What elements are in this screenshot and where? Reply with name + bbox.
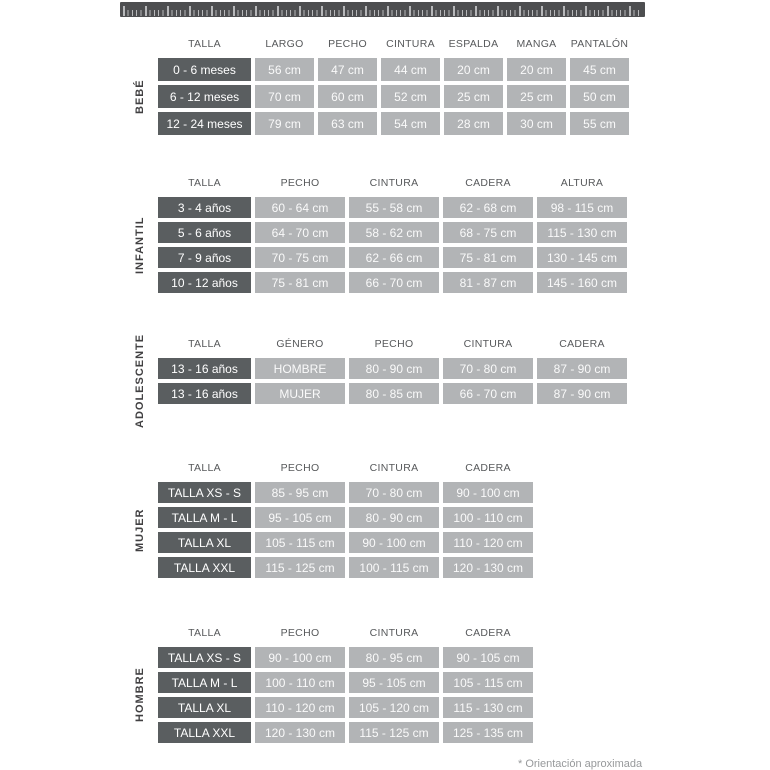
table-row xyxy=(158,482,533,503)
table-body xyxy=(158,58,629,135)
measuring-tape-ruler xyxy=(120,2,645,17)
value-cell: 87 - 90 cm xyxy=(537,383,627,404)
value-cell: 60 cm xyxy=(318,85,377,108)
value-cell: 62 - 66 cm xyxy=(349,247,439,268)
column-header: ESPALDA xyxy=(448,38,499,50)
column-header: PECHO xyxy=(280,462,320,474)
value-cell: 95 - 105 cm xyxy=(349,672,439,693)
table-body xyxy=(158,482,533,578)
column-header: PECHO xyxy=(374,338,414,350)
table-header-row xyxy=(158,177,627,189)
value-cell: 68 - 75 cm xyxy=(443,222,533,243)
table-row xyxy=(158,532,533,553)
group-label: INFANTIL xyxy=(134,216,146,274)
table-row xyxy=(158,197,627,218)
column-header: CINTURA xyxy=(386,38,435,50)
value-cell: 54 cm xyxy=(381,112,440,135)
value-cell: 120 - 130 cm xyxy=(255,722,345,743)
size-table-infantil xyxy=(134,177,627,293)
value-cell: 80 - 90 cm xyxy=(349,507,439,528)
value-cell: 62 - 68 cm xyxy=(443,197,533,218)
value-cell: 75 - 81 cm xyxy=(255,272,345,293)
column-header: TALLA xyxy=(188,462,221,474)
value-cell: 45 cm xyxy=(570,58,629,81)
value-cell: 130 - 145 cm xyxy=(537,247,627,268)
table-body xyxy=(158,197,627,293)
value-cell: 105 - 115 cm xyxy=(255,532,345,553)
size-label-cell: 13 - 16 años xyxy=(158,383,251,404)
value-cell: 80 - 90 cm xyxy=(349,358,439,379)
table-row xyxy=(158,697,533,718)
column-header: CINTURA xyxy=(369,462,419,474)
table-body xyxy=(158,647,533,743)
column-header: PANTALÓN xyxy=(570,38,629,50)
table-row xyxy=(158,272,627,293)
value-cell: 100 - 110 cm xyxy=(255,672,345,693)
value-cell: 100 - 110 cm xyxy=(443,507,533,528)
ruler-major-ticks xyxy=(123,6,642,16)
value-cell: 81 - 87 cm xyxy=(443,272,533,293)
value-cell: HOMBRE xyxy=(255,358,345,379)
table-row xyxy=(158,58,629,81)
column-header: ALTURA xyxy=(560,177,604,189)
group-label: BEBÉ xyxy=(134,79,146,114)
table-row xyxy=(158,358,627,379)
value-cell: 79 cm xyxy=(255,112,314,135)
group-label: HOMBRE xyxy=(134,667,146,723)
group-label: MUJER xyxy=(134,508,146,552)
value-cell: 70 - 80 cm xyxy=(443,358,533,379)
value-cell: 105 - 120 cm xyxy=(349,697,439,718)
size-label-cell: 12 - 24 meses xyxy=(158,112,251,135)
value-cell: 55 cm xyxy=(570,112,629,135)
column-header: CINTURA xyxy=(369,627,419,639)
value-cell: 63 cm xyxy=(318,112,377,135)
size-table-bebe xyxy=(134,38,629,135)
column-header: PECHO xyxy=(280,177,320,189)
table-row xyxy=(158,507,533,528)
size-label-cell: TALLA M - L xyxy=(158,507,251,528)
column-header: CINTURA xyxy=(463,338,513,350)
value-cell: 90 - 105 cm xyxy=(443,647,533,668)
table-header-row xyxy=(158,38,629,50)
value-cell: 110 - 120 cm xyxy=(255,697,345,718)
value-cell: 30 cm xyxy=(507,112,566,135)
size-label-cell: TALLA XXL xyxy=(158,722,251,743)
value-cell: 28 cm xyxy=(444,112,503,135)
column-header: CADERA xyxy=(465,177,511,189)
value-cell: 25 cm xyxy=(444,85,503,108)
value-cell: 145 - 160 cm xyxy=(537,272,627,293)
value-cell: 25 cm xyxy=(507,85,566,108)
value-cell: 60 - 64 cm xyxy=(255,197,345,218)
size-label-cell: 13 - 16 años xyxy=(158,358,251,379)
size-label-cell: TALLA XL xyxy=(158,532,251,553)
value-cell: 64 - 70 cm xyxy=(255,222,345,243)
value-cell: 55 - 58 cm xyxy=(349,197,439,218)
column-header: CADERA xyxy=(559,338,605,350)
table-header-row xyxy=(158,627,533,639)
table-row xyxy=(158,672,533,693)
value-cell: 115 - 125 cm xyxy=(255,557,345,578)
value-cell: 85 - 95 cm xyxy=(255,482,345,503)
value-cell: 66 - 70 cm xyxy=(349,272,439,293)
value-cell: 87 - 90 cm xyxy=(537,358,627,379)
value-cell: 20 cm xyxy=(444,58,503,81)
table-header-row xyxy=(158,338,627,350)
value-cell: 100 - 115 cm xyxy=(349,557,439,578)
column-header: MANGA xyxy=(516,38,557,50)
value-cell: 110 - 120 cm xyxy=(443,532,533,553)
column-header: CADERA xyxy=(465,627,511,639)
value-cell: 75 - 81 cm xyxy=(443,247,533,268)
column-header: LARGO xyxy=(265,38,304,50)
size-table-mujer xyxy=(134,462,533,578)
size-table-hombre xyxy=(134,627,533,743)
column-header: PECHO xyxy=(328,38,367,50)
column-header: TALLA xyxy=(188,38,221,50)
column-header: TALLA xyxy=(188,627,221,639)
value-cell: 20 cm xyxy=(507,58,566,81)
table-row xyxy=(158,383,627,404)
size-label-cell: 7 - 9 años xyxy=(158,247,251,268)
value-cell: 115 - 130 cm xyxy=(537,222,627,243)
column-header: GÉNERO xyxy=(276,338,324,350)
table-row xyxy=(158,85,629,108)
value-cell: 70 - 80 cm xyxy=(349,482,439,503)
value-cell: 66 - 70 cm xyxy=(443,383,533,404)
value-cell: 50 cm xyxy=(570,85,629,108)
value-cell: 90 - 100 cm xyxy=(443,482,533,503)
value-cell: 125 - 135 cm xyxy=(443,722,533,743)
value-cell: 70 cm xyxy=(255,85,314,108)
size-label-cell: 10 - 12 años xyxy=(158,272,251,293)
footnote: * Orientación aproximada xyxy=(518,758,643,770)
value-cell: 115 - 125 cm xyxy=(349,722,439,743)
size-label-cell: 5 - 6 años xyxy=(158,222,251,243)
size-table-adolescente xyxy=(134,333,627,429)
size-label-cell: 0 - 6 meses xyxy=(158,58,251,81)
value-cell: 115 - 130 cm xyxy=(443,697,533,718)
value-cell: 47 cm xyxy=(318,58,377,81)
value-cell: 44 cm xyxy=(381,58,440,81)
column-header: CADERA xyxy=(465,462,511,474)
value-cell: 105 - 115 cm xyxy=(443,672,533,693)
value-cell: 90 - 100 cm xyxy=(255,647,345,668)
value-cell: 70 - 75 cm xyxy=(255,247,345,268)
size-label-cell: TALLA M - L xyxy=(158,672,251,693)
size-label-cell: TALLA XL xyxy=(158,697,251,718)
size-label-cell: TALLA XS - S xyxy=(158,647,251,668)
value-cell: 52 cm xyxy=(381,85,440,108)
column-header: CINTURA xyxy=(369,177,419,189)
table-row xyxy=(158,647,533,668)
column-header: PECHO xyxy=(280,627,320,639)
value-cell: 120 - 130 cm xyxy=(443,557,533,578)
size-label-cell: TALLA XS - S xyxy=(158,482,251,503)
table-row xyxy=(158,557,533,578)
table-row xyxy=(158,222,627,243)
value-cell: 98 - 115 cm xyxy=(537,197,627,218)
size-label-cell: 6 - 12 meses xyxy=(158,85,251,108)
value-cell: 58 - 62 cm xyxy=(349,222,439,243)
value-cell: 56 cm xyxy=(255,58,314,81)
table-header-row xyxy=(158,462,533,474)
table-body xyxy=(158,358,627,404)
table-row xyxy=(158,112,629,135)
value-cell: 95 - 105 cm xyxy=(255,507,345,528)
size-label-cell: 3 - 4 años xyxy=(158,197,251,218)
value-cell: MUJER xyxy=(255,383,345,404)
value-cell: 90 - 100 cm xyxy=(349,532,439,553)
table-row xyxy=(158,247,627,268)
value-cell: 80 - 85 cm xyxy=(349,383,439,404)
group-label: ADOLESCENTE xyxy=(134,333,146,429)
column-header: TALLA xyxy=(188,338,221,350)
value-cell: 80 - 95 cm xyxy=(349,647,439,668)
column-header: TALLA xyxy=(188,177,221,189)
size-label-cell: TALLA XXL xyxy=(158,557,251,578)
table-row xyxy=(158,722,533,743)
